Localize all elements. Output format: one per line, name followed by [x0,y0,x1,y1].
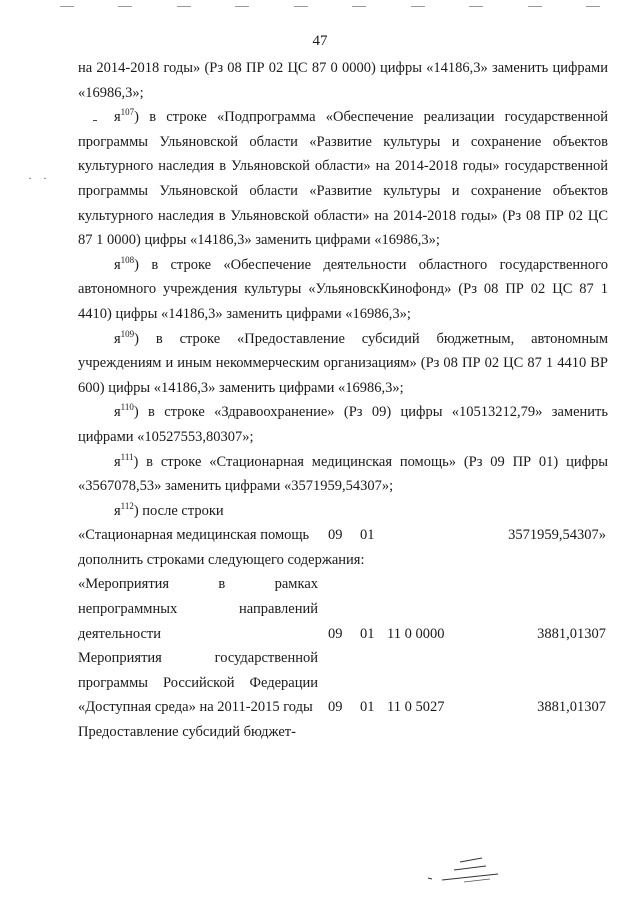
row-sum: 3881,01307 [537,625,606,642]
row-pr: 01 [360,699,375,716]
paragraph-text: ) в строке «Предоставление субсидий бюджетным, автономным учреждениям и иным некоммерческим организациям» (Рз 08 ПР 02 ЦС 87 1 4410 ВР 600) цифры «14186,3» заменить цифрами «16986,3»; [78,330,608,396]
paragraph-item-108 [78,253,608,327]
row-cs: 11 0 0000 [387,625,445,642]
item-letter: я [114,109,121,126]
row-cs: 11 0 5027 [387,699,445,716]
paragraph-text: ) в строке «Подпрограмма «Обеспечение реализации государственной программы Ульяновской области «Развитие культуры и сохранение объектов культурного наследия в Ульяновской области» на 2014-2018 годы» государственной программы Ульяновской области «Развитие культуры и сохранение объектов культурного наследия в Ульяновской области» на 2014-2018 годы» (Рз 08 ПР 02 ЦС 87 1 0000) цифры «14186,3» заменить цифрами «16986,3»; [78,109,608,249]
paragraph-text: ) в строке «Обеспечение деятельности областного государственного автономного учреждения культуры «УльяновскКинофонд» (Рз 08 ПР 02 ЦС 87 1 4410) цифры «14186,3» заменить цифрами «16986,3»; [78,256,608,322]
paragraph-item-107 [78,105,608,253]
paragraph-continuation: на 2014-2018 годы» (Рз 08 ПР 02 ЦС 87 0 0000) цифры «14186,3» заменить цифрами «16986,3»; [78,60,608,101]
paragraph-item-111 [78,450,608,499]
item-number: 112 [120,500,134,511]
paragraph-text: ) после строки [133,502,224,519]
table-row [78,523,608,548]
row-name: «Стационарная медицинская помощь [78,527,310,544]
paragraph-item-110 [78,400,608,449]
row-rz: 09 [328,699,343,716]
item-number: 109 [120,328,135,339]
item-number: 107 [120,107,135,118]
item-letter: я [114,453,121,470]
item-letter: я [114,330,121,347]
table-row [78,646,608,720]
item-number: 108 [120,254,135,265]
margin-dots: · · [28,171,51,185]
row-sum: 3881,01307 [537,699,606,716]
row-name: Предоставление субсидий бюджет- [78,724,296,741]
row-pr: 01 [360,527,375,544]
page-number: 47 [312,33,328,49]
table-row [78,572,608,646]
row-name: Мероприятия государственной программы Российской Федерации «Доступная среда» на 2011-2015 годы [78,650,318,716]
scan-top-marks [60,6,600,10]
paragraph-item-109 [78,327,608,401]
document-body [78,56,608,745]
row-sum: 3571959,54307» [508,527,606,544]
row-pr: 01 [360,625,375,642]
item-letter: я [114,502,121,519]
row-rz: 09 [328,527,343,544]
item-letter: я [114,256,121,273]
paragraph-text: ) в строке «Здравоохранение» (Рз 09) цифры «10513212,79» заменить цифрами «10527553,80307»; [78,404,608,445]
signature-mark [420,852,510,892]
row-rz: 09 [328,625,343,642]
item-number: 110 [120,402,134,413]
paragraph-item-112 [78,499,608,524]
row-name: «Мероприятия в рамках непрограммных направлений деятельности [78,576,318,642]
item-number: 111 [120,451,134,462]
item-letter: я [114,404,121,421]
table-row [78,720,608,745]
paragraph-text: ) в строке «Стационарная медицинская помощь» (Рз 09 ПР 01) цифры «3567078,53» заменить цифрами «3571959,54307»; [78,453,608,495]
add-lines-text: дополнить строками следующего содержания: [78,551,365,568]
